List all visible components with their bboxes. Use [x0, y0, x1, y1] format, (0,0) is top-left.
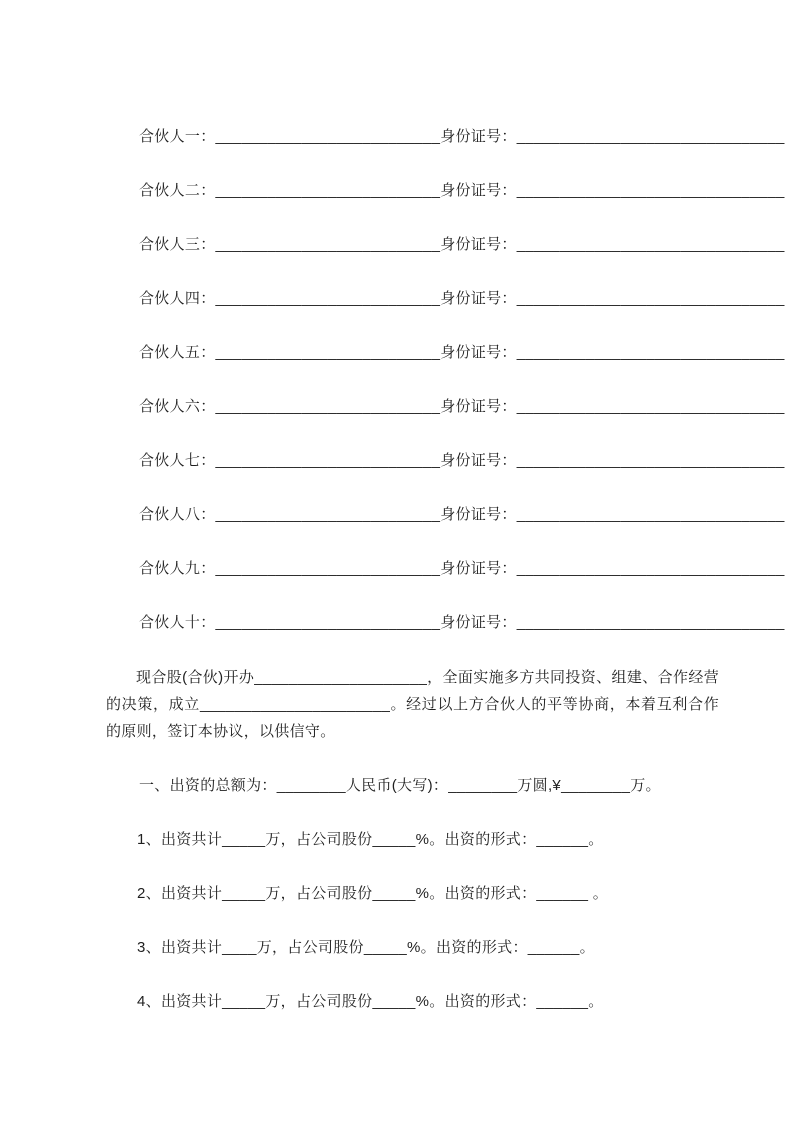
id-label: 身份证号：: [440, 182, 517, 199]
partner-label: 合伙人五：: [139, 344, 216, 361]
id-label: 身份证号：: [440, 398, 517, 415]
partner-name-blank: __________________________: [215, 128, 441, 145]
id-blank: _______________________________: [516, 290, 785, 307]
partner-row-1: [139, 124, 785, 150]
id-label: 身份证号：: [440, 290, 517, 307]
id-blank: _______________________________: [516, 236, 785, 253]
contribution-item-2: 2、出资共计_____万，占公司股份_____%。出资的形式：______ 。: [137, 885, 609, 902]
intro-paragraph: 现合股(合伙)开办____________________，全面实施多方共同投资、组建、合作经营的决策，成立______________________。经过以上方合伙人的平等协商，本着互利合作的原则，签订本协议，以供信守。: [106, 669, 719, 740]
partner-name-blank: __________________________: [215, 614, 441, 631]
partner-label: 合伙人十：: [139, 614, 216, 631]
contribution-item-3: 3、出资共计____万，占公司股份_____%。出资的形式：______。: [137, 939, 595, 956]
partner-row-9: [139, 556, 785, 582]
contribution-item-1: 1、出资共计_____万，占公司股份_____%。出资的形式：______。: [137, 831, 604, 848]
id-blank: _______________________________: [516, 614, 785, 631]
partner-row-3: [139, 232, 785, 258]
partner-row-6: [139, 394, 785, 420]
partner-label: 合伙人九：: [139, 560, 216, 577]
partner-label: 合伙人八：: [139, 506, 216, 523]
partner-name-blank: __________________________: [215, 506, 441, 523]
id-label: 身份证号：: [440, 614, 517, 631]
partner-label: 合伙人七：: [139, 452, 216, 469]
partner-label: 合伙人四：: [139, 290, 216, 307]
id-blank: _______________________________: [516, 128, 785, 145]
partner-row-2: [139, 178, 785, 204]
id-blank: _______________________________: [516, 560, 785, 577]
partner-name-blank: __________________________: [215, 452, 441, 469]
id-label: 身份证号：: [440, 344, 517, 361]
partner-name-blank: __________________________: [215, 344, 441, 361]
id-blank: _______________________________: [516, 344, 785, 361]
id-blank: _______________________________: [516, 506, 785, 523]
id-blank: _______________________________: [516, 398, 785, 415]
partner-row-7: [139, 448, 785, 474]
id-blank: _______________________________: [516, 182, 785, 199]
contribution-item-4: 4、出资共计_____万，占公司股份_____%。出资的形式：______。: [137, 993, 604, 1010]
id-label: 身份证号：: [440, 560, 517, 577]
id-label: 身份证号：: [440, 452, 517, 469]
id-label: 身份证号：: [440, 236, 517, 253]
id-label: 身份证号：: [440, 128, 517, 145]
id-label: 身份证号：: [440, 506, 517, 523]
partner-name-blank: __________________________: [215, 236, 441, 253]
partner-name-blank: __________________________: [215, 182, 441, 199]
partner-row-10: [139, 610, 785, 636]
partner-row-5: [139, 340, 785, 366]
partner-name-blank: __________________________: [215, 398, 441, 415]
id-blank: _______________________________: [516, 452, 785, 469]
partner-label: 合伙人二：: [139, 182, 216, 199]
partner-row-4: [139, 286, 785, 312]
partner-label: 合伙人三：: [139, 236, 216, 253]
partner-label: 合伙人六：: [139, 398, 216, 415]
clause-heading-total-contribution: 一、出资的总额为：________人民币(大写)：________万圆,¥________万。: [139, 777, 661, 794]
partner-label: 合伙人一：: [139, 128, 216, 145]
partner-row-8: [139, 502, 785, 528]
partner-name-blank: __________________________: [215, 290, 441, 307]
partner-name-blank: __________________________: [215, 560, 441, 577]
